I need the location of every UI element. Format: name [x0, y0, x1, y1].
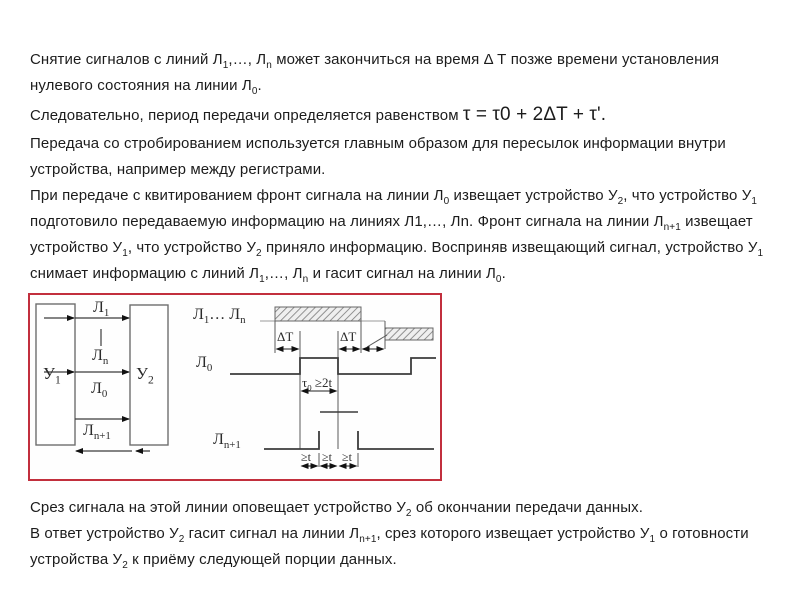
line-ln1-label: $Л_{n+1}$ [83, 422, 111, 443]
paragraph-strobing-usage: Передача со стробированием используется главным образом для пересылок информации внутри устройства, например между регистрами. [30, 135, 726, 178]
line-l0-label: $Л_0$ [91, 380, 108, 401]
ge-t-label-1: ≥t [301, 450, 311, 464]
figure-handshake-diagram [28, 293, 442, 481]
ln1-signal-waveform [264, 431, 434, 449]
line-ln-label: $Л_n$ [92, 347, 109, 368]
l0-signal-waveform [230, 358, 436, 374]
timing-row-ln1-label: $Л_{n+1}$ [213, 431, 241, 452]
hatched-data-block-1 [275, 307, 361, 321]
ge-t-label-3: ≥t [342, 450, 352, 464]
device-u2-label: $У_2$ [136, 364, 154, 387]
leader-diagonal [367, 335, 387, 347]
line-l1-label: $Л_1$ [93, 299, 110, 320]
ge-t-label-2: ≥t [322, 450, 332, 464]
paragraph-transfer-period-formula: Следовательно, период передачи определяется равенством τ = τ0 + 2ΔT + τ'. [30, 104, 607, 125]
tau0-ge-2t-label: $\tau_0 \ge 2t$ [302, 375, 333, 393]
timing-diagram [230, 307, 436, 467]
paragraph-removal-of-signals: Снятие сигналов с линий $Л_1,\dots$, $Л_n$ может закончиться на время Δ Т позже времени установления нулевого состояния на линии $Л_0$. [30, 51, 720, 97]
hatched-data-block-2 [385, 328, 433, 340]
paragraph-signal-cutoff: Срез сигнала на этой линии оповещает устройство $У_2$ об окончании передачи данных. [30, 499, 643, 519]
timing-row-l1-ln-label: $Л_1\dots$ $Л_n$ [193, 306, 246, 327]
timing-row-l0-label: $Л_0$ [196, 354, 213, 375]
paragraph-handshake-description: При передаче с квитированием фронт сигнала на линии $Л_0$ извещает устройство $У_2$, что устройство $У_1$ подготовило передаваемую информацию на линиях Л1,…, Лn. Фронт сигнала на линии $Л_{n+1}$ извещает устройство $У_1$, что устройство $У_2$ приняло информацию. Восприняв извещающий сигнал, устройство $У_1$ снимает информацию с линий $Л_1,\dots$, $Л_n$ и гасит сигнал на линии $Л_0$. [30, 187, 764, 285]
paragraph-response-reset: В ответ устройство $У_2$ гасит сигнал на линии $Л_{n+1}$, срез которого извещает устройство $У_1$ о готовности устройства $У_2$ к приёму следующей порции данных. [30, 525, 749, 571]
delta-t2-label: ΔT [340, 329, 357, 344]
delta-t1-label: ΔT [277, 329, 294, 344]
device-u1-label: $У_1$ [43, 364, 61, 387]
